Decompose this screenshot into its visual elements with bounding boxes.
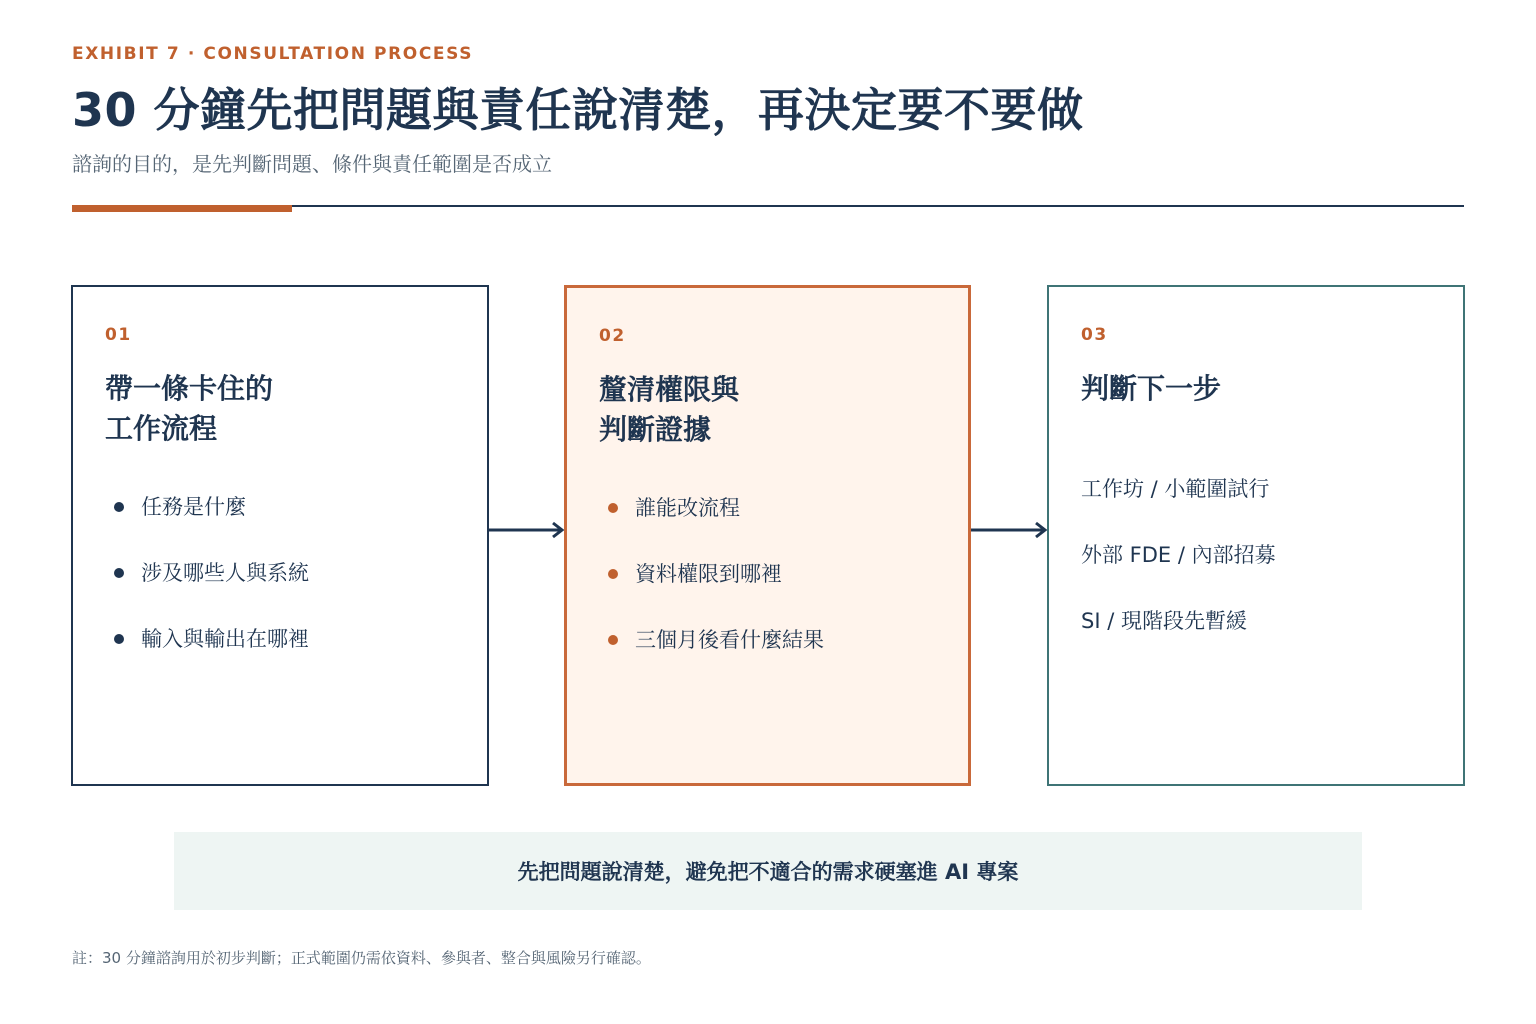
bullet-icon xyxy=(608,503,618,513)
list-item-text: 三個月後看什麼結果 xyxy=(635,628,824,652)
arrow-right-icon xyxy=(971,518,1048,542)
page-title: 30 分鐘先把問題與責任說清楚，再決定要不要做 xyxy=(72,83,1084,137)
list-item: SI / 現階段先暫緩 xyxy=(1081,609,1247,633)
step-title-line: 工作流程 xyxy=(105,412,218,445)
list-item-text: 輸入與輸出在哪裡 xyxy=(141,627,309,651)
header-divider-accent xyxy=(72,205,292,212)
page-subtitle: 諮詢的目的，是先判斷問題、條件與責任範圍是否成立 xyxy=(72,152,552,176)
bullet-icon xyxy=(114,568,124,578)
list-item xyxy=(603,494,824,560)
step-card-1 xyxy=(71,285,489,786)
bullet-icon xyxy=(114,634,124,644)
next-step-options xyxy=(1081,475,1276,673)
list-item xyxy=(109,559,309,625)
list-item-text: 任務是什麼 xyxy=(141,495,246,519)
step-card-3 xyxy=(1047,285,1465,786)
list-item-text: 資料權限到哪裡 xyxy=(635,562,782,586)
list-item xyxy=(603,626,824,692)
step-number: 03 xyxy=(1081,325,1108,345)
step-title-line: 帶一條卡住的 xyxy=(105,372,274,405)
list-item-text: 涉及哪些人與系統 xyxy=(141,561,309,585)
list-item xyxy=(603,560,824,626)
list-item: 工作坊 / 小範圍試行 xyxy=(1081,477,1270,501)
callout-text: 先把問題說清楚，避免把不適合的需求硬塞進 AI 專案 xyxy=(517,860,1019,884)
step-bullet-list xyxy=(109,493,309,691)
bullet-icon xyxy=(608,635,618,645)
step-title xyxy=(1081,369,1221,409)
step-title-line: 判斷證據 xyxy=(599,413,712,446)
list-item: 外部 FDE / 內部招募 xyxy=(1081,543,1276,567)
bullet-icon xyxy=(608,569,618,579)
list-item xyxy=(109,625,309,691)
step-bullet-list xyxy=(603,494,824,692)
exhibit-label: EXHIBIT 7 · CONSULTATION PROCESS xyxy=(72,44,474,64)
step-title-line: 釐清權限與 xyxy=(599,373,740,406)
step-number: 02 xyxy=(599,326,626,346)
step-number: 01 xyxy=(105,325,132,345)
step-card-2 xyxy=(564,285,971,786)
list-item-text: 誰能改流程 xyxy=(635,496,740,520)
step-title-line: 判斷下一步 xyxy=(1081,372,1222,405)
list-item xyxy=(109,493,309,559)
footnote: 註：30 分鐘諮詢用於初步判斷；正式範圍仍需依資料、參與者、整合與風險另行確認。 xyxy=(72,949,651,967)
step-title xyxy=(599,370,739,450)
key-message-callout xyxy=(174,832,1362,910)
bullet-icon xyxy=(114,502,124,512)
arrow-right-icon xyxy=(489,518,565,542)
step-title xyxy=(105,369,273,449)
